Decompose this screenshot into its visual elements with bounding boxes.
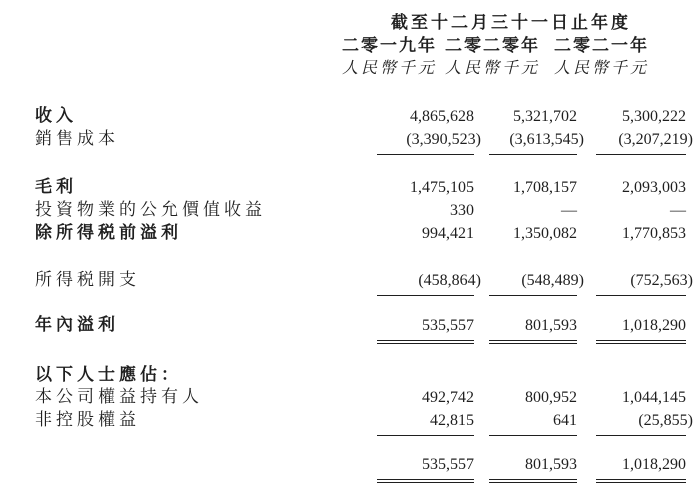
year-header: 二零二一年 bbox=[554, 36, 649, 55]
value-cell bbox=[489, 315, 584, 344]
value-text: 1,770,853 bbox=[622, 225, 686, 242]
spacer-row bbox=[35, 436, 693, 454]
value-line bbox=[596, 223, 686, 245]
table-row bbox=[35, 269, 693, 296]
value-cell bbox=[377, 223, 481, 245]
value-cell bbox=[596, 454, 693, 483]
row-label: 以下人士應佔： bbox=[35, 365, 182, 384]
value-cell bbox=[489, 454, 584, 483]
value-cell bbox=[596, 106, 693, 128]
value-cell bbox=[489, 410, 584, 436]
value-text: (548,489) bbox=[521, 272, 584, 289]
value-text: 801,593 bbox=[525, 317, 577, 334]
value-cell bbox=[489, 223, 584, 245]
value-line bbox=[596, 410, 693, 436]
row-label: 投資物業的公允價值收益 bbox=[35, 200, 266, 219]
value-text: (25,855) bbox=[638, 412, 693, 429]
spacer-row bbox=[35, 296, 693, 314]
unit-header-row bbox=[333, 58, 649, 80]
spacer-row bbox=[35, 344, 693, 364]
table-row bbox=[35, 199, 693, 222]
value-line bbox=[377, 410, 474, 436]
value-text: 1,018,290 bbox=[622, 317, 686, 334]
value-text: 801,593 bbox=[525, 456, 577, 473]
value-line bbox=[489, 454, 577, 483]
value-line bbox=[489, 129, 584, 155]
value-text: 2,093,003 bbox=[622, 179, 686, 196]
spacer-row bbox=[35, 245, 693, 269]
value-text: 5,300,222 bbox=[622, 108, 686, 125]
year-header-row bbox=[333, 34, 649, 58]
value-text: 492,742 bbox=[422, 389, 474, 406]
table-row bbox=[35, 176, 693, 199]
value-line bbox=[377, 387, 474, 409]
value-text: 330 bbox=[450, 202, 474, 219]
value-text: 1,044,145 bbox=[622, 389, 686, 406]
value-text: 1,018,290 bbox=[622, 456, 686, 473]
table-row bbox=[35, 222, 693, 245]
value-line bbox=[377, 177, 474, 199]
value-line bbox=[489, 387, 577, 409]
value-line bbox=[489, 223, 577, 245]
value-cell bbox=[489, 129, 584, 155]
year-header: 二零一九年 bbox=[342, 36, 437, 55]
value-text: 800,952 bbox=[525, 389, 577, 406]
table-row bbox=[35, 105, 693, 128]
value-line bbox=[596, 387, 686, 409]
value-text: 641 bbox=[553, 412, 577, 429]
value-line bbox=[489, 200, 577, 222]
row-label: 非控股權益 bbox=[35, 410, 140, 429]
value-line bbox=[596, 454, 686, 483]
value-line bbox=[377, 270, 481, 296]
value-text: — bbox=[561, 202, 577, 219]
value-cell bbox=[489, 270, 584, 296]
value-cell bbox=[596, 177, 693, 199]
value-cell bbox=[377, 387, 481, 409]
value-line bbox=[596, 129, 693, 155]
value-text: 994,421 bbox=[422, 225, 474, 242]
value-cell bbox=[377, 200, 481, 222]
value-cell bbox=[377, 270, 481, 296]
value-text: 42,815 bbox=[430, 412, 474, 429]
value-line bbox=[596, 315, 686, 344]
row-label: 銷售成本 bbox=[35, 129, 119, 148]
spacer-row bbox=[35, 155, 693, 176]
value-text: (458,864) bbox=[418, 272, 481, 289]
row-label: 本公司權益持有人 bbox=[35, 387, 203, 406]
value-line bbox=[377, 454, 474, 483]
table-row bbox=[35, 386, 693, 409]
row-label: 年內溢利 bbox=[35, 315, 119, 334]
value-line bbox=[596, 177, 686, 199]
row-label: 除所得税前溢利 bbox=[35, 223, 182, 242]
unit-header: 人民幣千元 bbox=[553, 60, 649, 77]
value-line bbox=[489, 106, 577, 128]
value-text: 535,557 bbox=[422, 317, 474, 334]
value-cell bbox=[596, 270, 693, 296]
year-header: 二零二零年 bbox=[445, 36, 540, 55]
table-row bbox=[35, 364, 693, 386]
value-cell bbox=[377, 177, 481, 199]
value-cell bbox=[596, 223, 693, 245]
value-line bbox=[377, 129, 481, 155]
value-line bbox=[377, 106, 474, 128]
value-line bbox=[489, 270, 584, 296]
header-columns bbox=[333, 12, 649, 80]
value-cell bbox=[377, 410, 481, 436]
value-cell bbox=[596, 129, 693, 155]
value-text: (3,390,523) bbox=[406, 131, 481, 148]
table-header bbox=[35, 12, 693, 80]
row-label: 毛利 bbox=[35, 177, 77, 196]
value-text: 1,708,157 bbox=[513, 179, 577, 196]
table-row bbox=[35, 314, 693, 344]
row-label: 所得税開支 bbox=[35, 270, 140, 289]
value-cell bbox=[489, 387, 584, 409]
value-cell bbox=[377, 129, 481, 155]
value-line bbox=[596, 270, 693, 296]
value-line bbox=[377, 200, 474, 222]
value-line bbox=[489, 410, 577, 436]
value-cell bbox=[377, 454, 481, 483]
value-text: 5,321,702 bbox=[513, 108, 577, 125]
table-row bbox=[35, 454, 693, 483]
value-text: 4,865,628 bbox=[410, 108, 474, 125]
unit-header: 人民幣千元 bbox=[445, 60, 541, 77]
value-cell bbox=[377, 315, 481, 344]
value-cell bbox=[596, 200, 693, 222]
value-line bbox=[489, 177, 577, 199]
value-cell bbox=[596, 410, 693, 436]
table-body bbox=[35, 105, 693, 483]
period-header: 截至十二月三十一日止年度 bbox=[391, 13, 631, 32]
value-line bbox=[377, 315, 474, 344]
value-cell bbox=[596, 315, 693, 344]
value-text: 535,557 bbox=[422, 456, 474, 473]
value-text: (3,207,219) bbox=[618, 131, 693, 148]
value-line bbox=[489, 315, 577, 344]
value-cell bbox=[489, 200, 584, 222]
table-row bbox=[35, 128, 693, 155]
value-cell bbox=[489, 177, 584, 199]
value-text: 1,475,105 bbox=[410, 179, 474, 196]
value-cell bbox=[489, 106, 584, 128]
row-label: 收入 bbox=[35, 106, 77, 125]
table-row bbox=[35, 409, 693, 436]
value-line bbox=[377, 223, 474, 245]
value-text: — bbox=[670, 202, 686, 219]
value-text: (3,613,545) bbox=[509, 131, 584, 148]
value-cell bbox=[596, 387, 693, 409]
value-line bbox=[596, 106, 686, 128]
value-line bbox=[596, 200, 686, 222]
unit-header: 人民幣千元 bbox=[341, 60, 437, 77]
value-text: (752,563) bbox=[630, 272, 693, 289]
value-cell bbox=[377, 106, 481, 128]
value-text: 1,350,082 bbox=[513, 225, 577, 242]
